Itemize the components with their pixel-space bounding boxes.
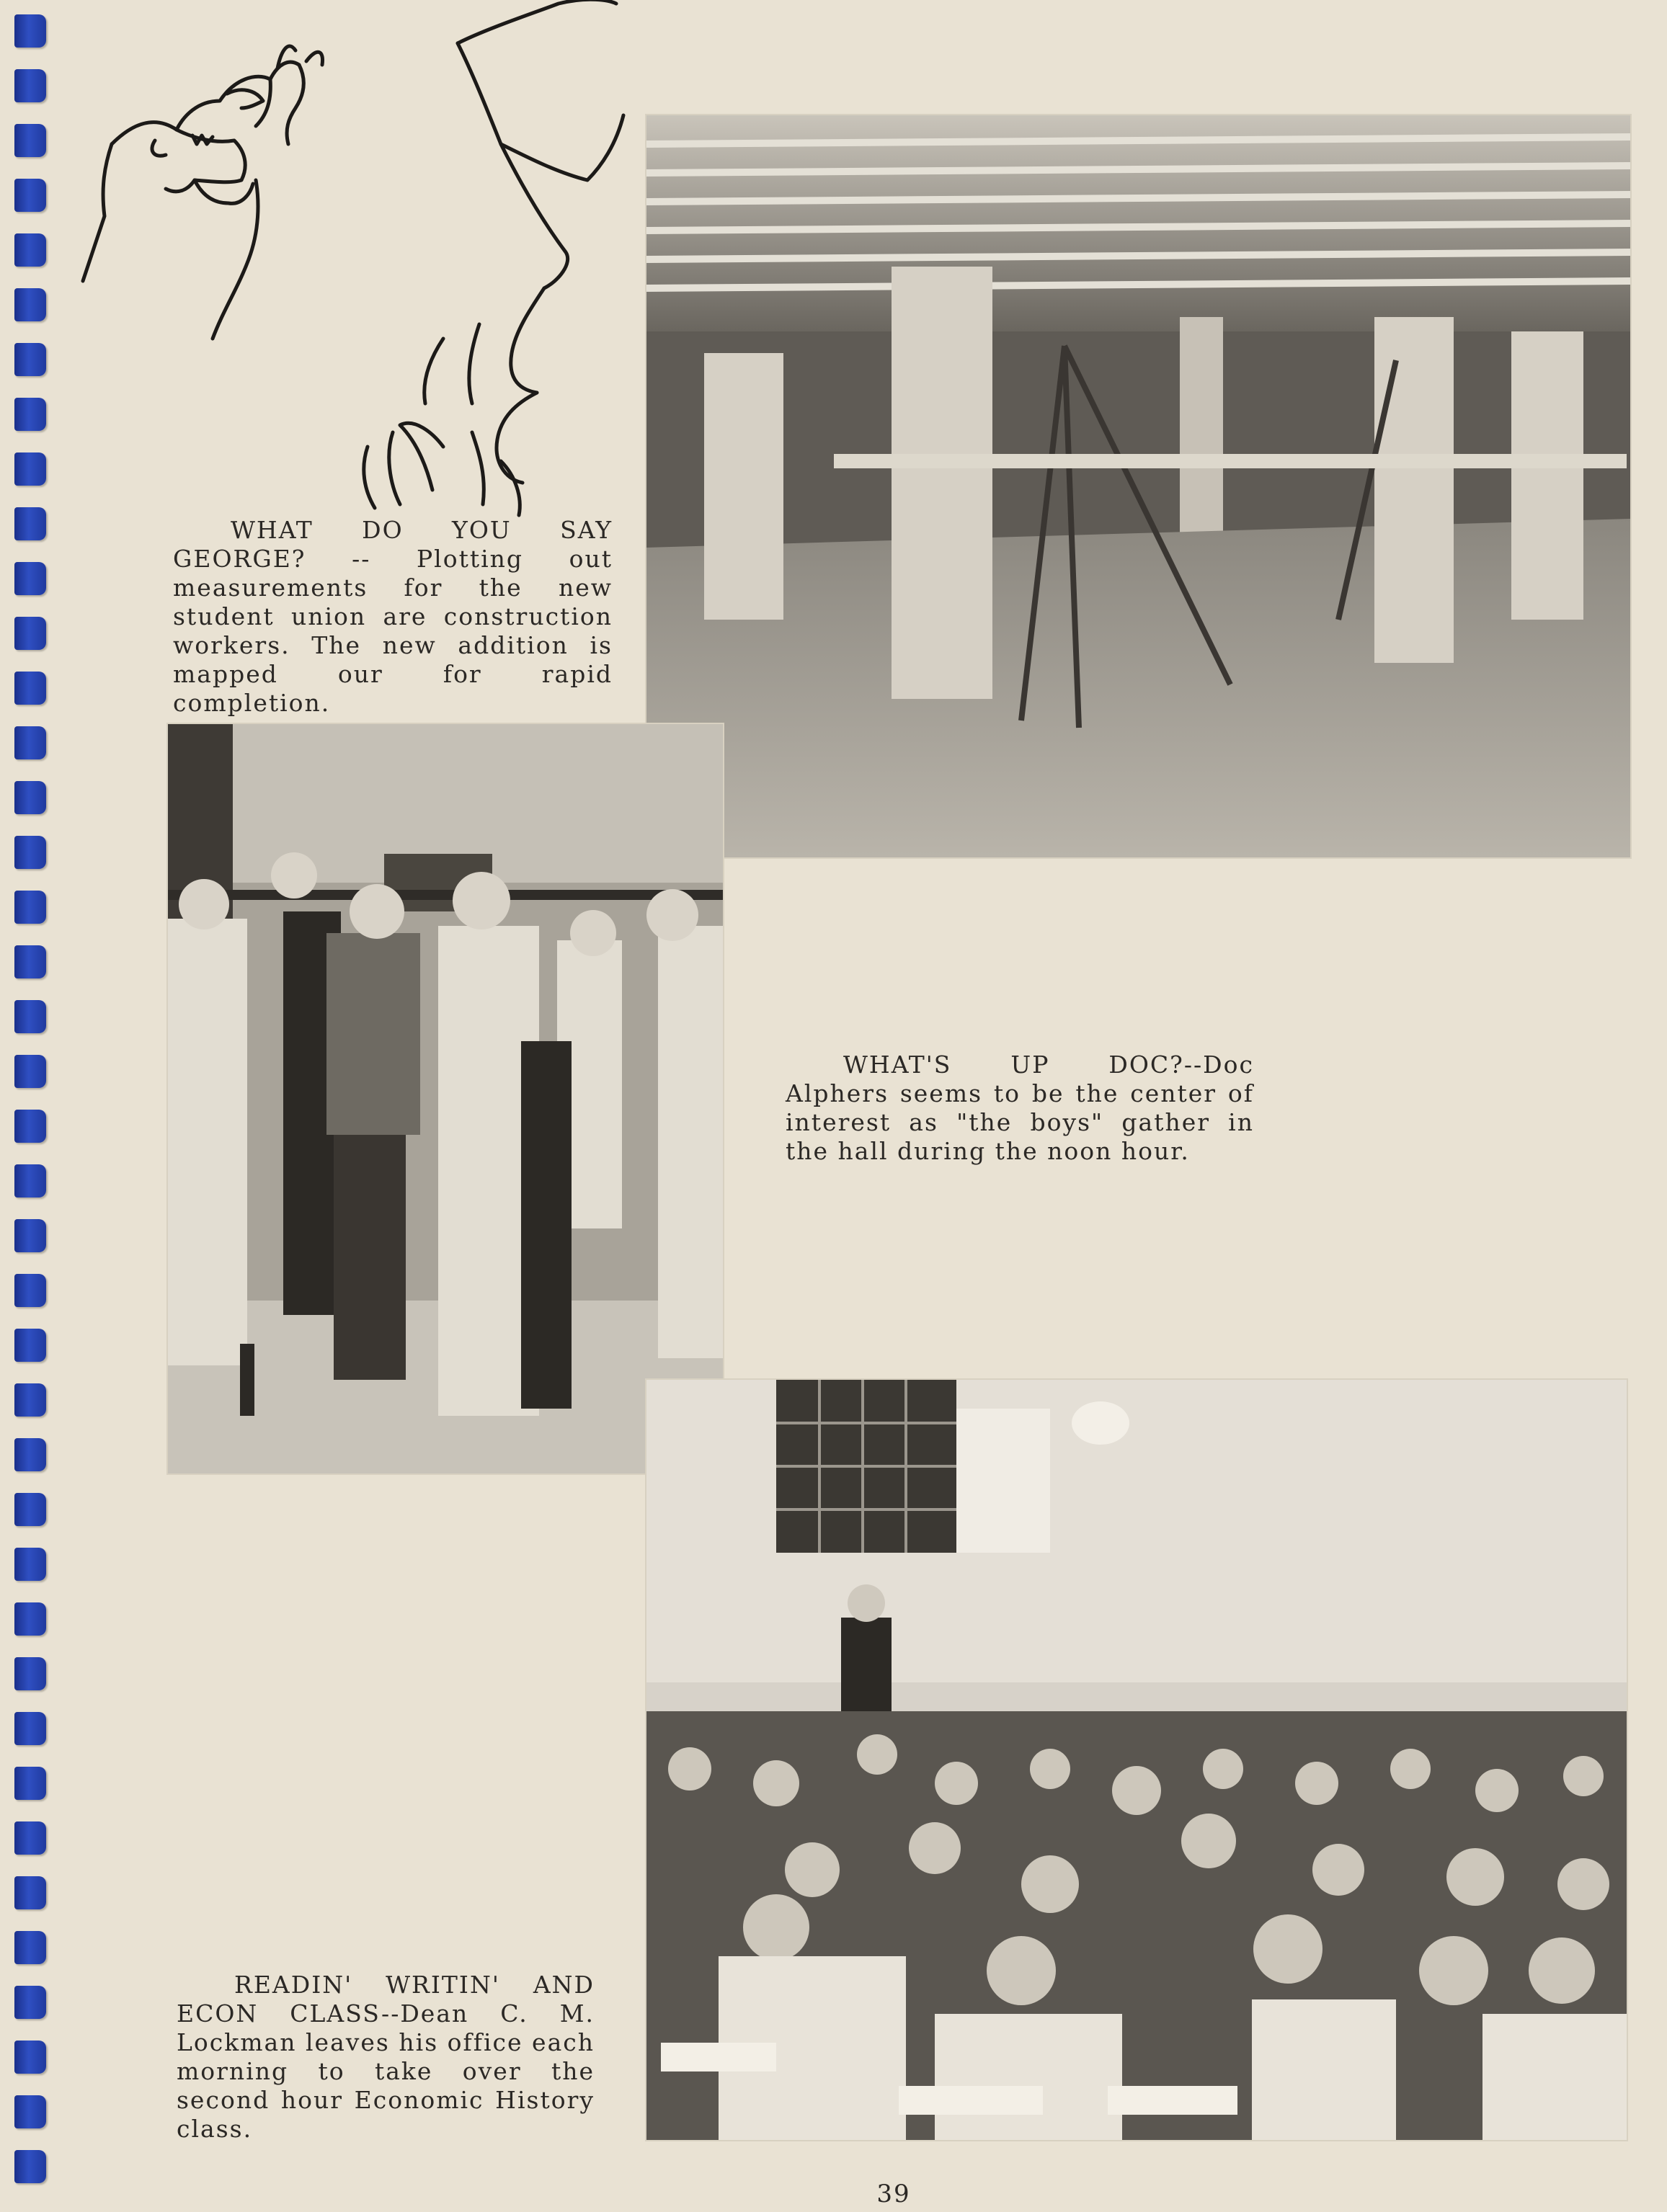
binding-ring [14, 672, 46, 705]
caption-hallway-students: WHAT'S UP DOC?--Doc Alphers seems to be the center of interest as "the boys" gather in the hall during the noon hour. [786, 1051, 1254, 1165]
dragon-illustration [40, 0, 645, 519]
binding-ring [14, 1219, 46, 1252]
binding-ring [14, 1000, 46, 1033]
binding-ring [14, 1548, 46, 1581]
binding-ring [14, 1438, 46, 1471]
binding-ring [14, 1821, 46, 1855]
binding-ring [14, 1767, 46, 1800]
binding-ring [14, 2150, 46, 2183]
binding-ring [14, 1986, 46, 2019]
binding-ring [14, 2095, 46, 2128]
binding-ring [14, 1602, 46, 1636]
caption-construction-survey: WHAT DO YOU SAY GEORGE? -- Plotting out measurements for the new student union are construction workers. The new addition is mapped our for rapid completion. [173, 516, 613, 717]
binding-ring [14, 945, 46, 978]
binding-ring [14, 1657, 46, 1690]
binding-ring [14, 1931, 46, 1964]
binding-ring [14, 836, 46, 869]
binding-ring [14, 1712, 46, 1745]
binding-ring [14, 2041, 46, 2074]
binding-ring [14, 726, 46, 759]
photo-construction-survey [646, 115, 1630, 857]
photo-econ-class [646, 1380, 1627, 2140]
binding-ring [14, 781, 46, 814]
binding-ring [14, 1383, 46, 1417]
binding-ring [14, 1055, 46, 1088]
page-number: 39 [876, 2180, 911, 2208]
binding-ring [14, 891, 46, 924]
binding-ring [14, 1876, 46, 1909]
binding-ring [14, 1110, 46, 1143]
binding-ring [14, 1329, 46, 1362]
binding-ring [14, 617, 46, 650]
binding-ring [14, 1274, 46, 1307]
caption-econ-class: READIN' WRITIN' AND ECON CLASS--Dean C. M. Lockman leaves his office each morning to take over the second hour Economic History class. [177, 1971, 595, 2143]
binding-ring [14, 562, 46, 595]
photo-hallway-students [168, 724, 723, 1473]
binding-ring [14, 1164, 46, 1198]
binding-ring [14, 1493, 46, 1526]
